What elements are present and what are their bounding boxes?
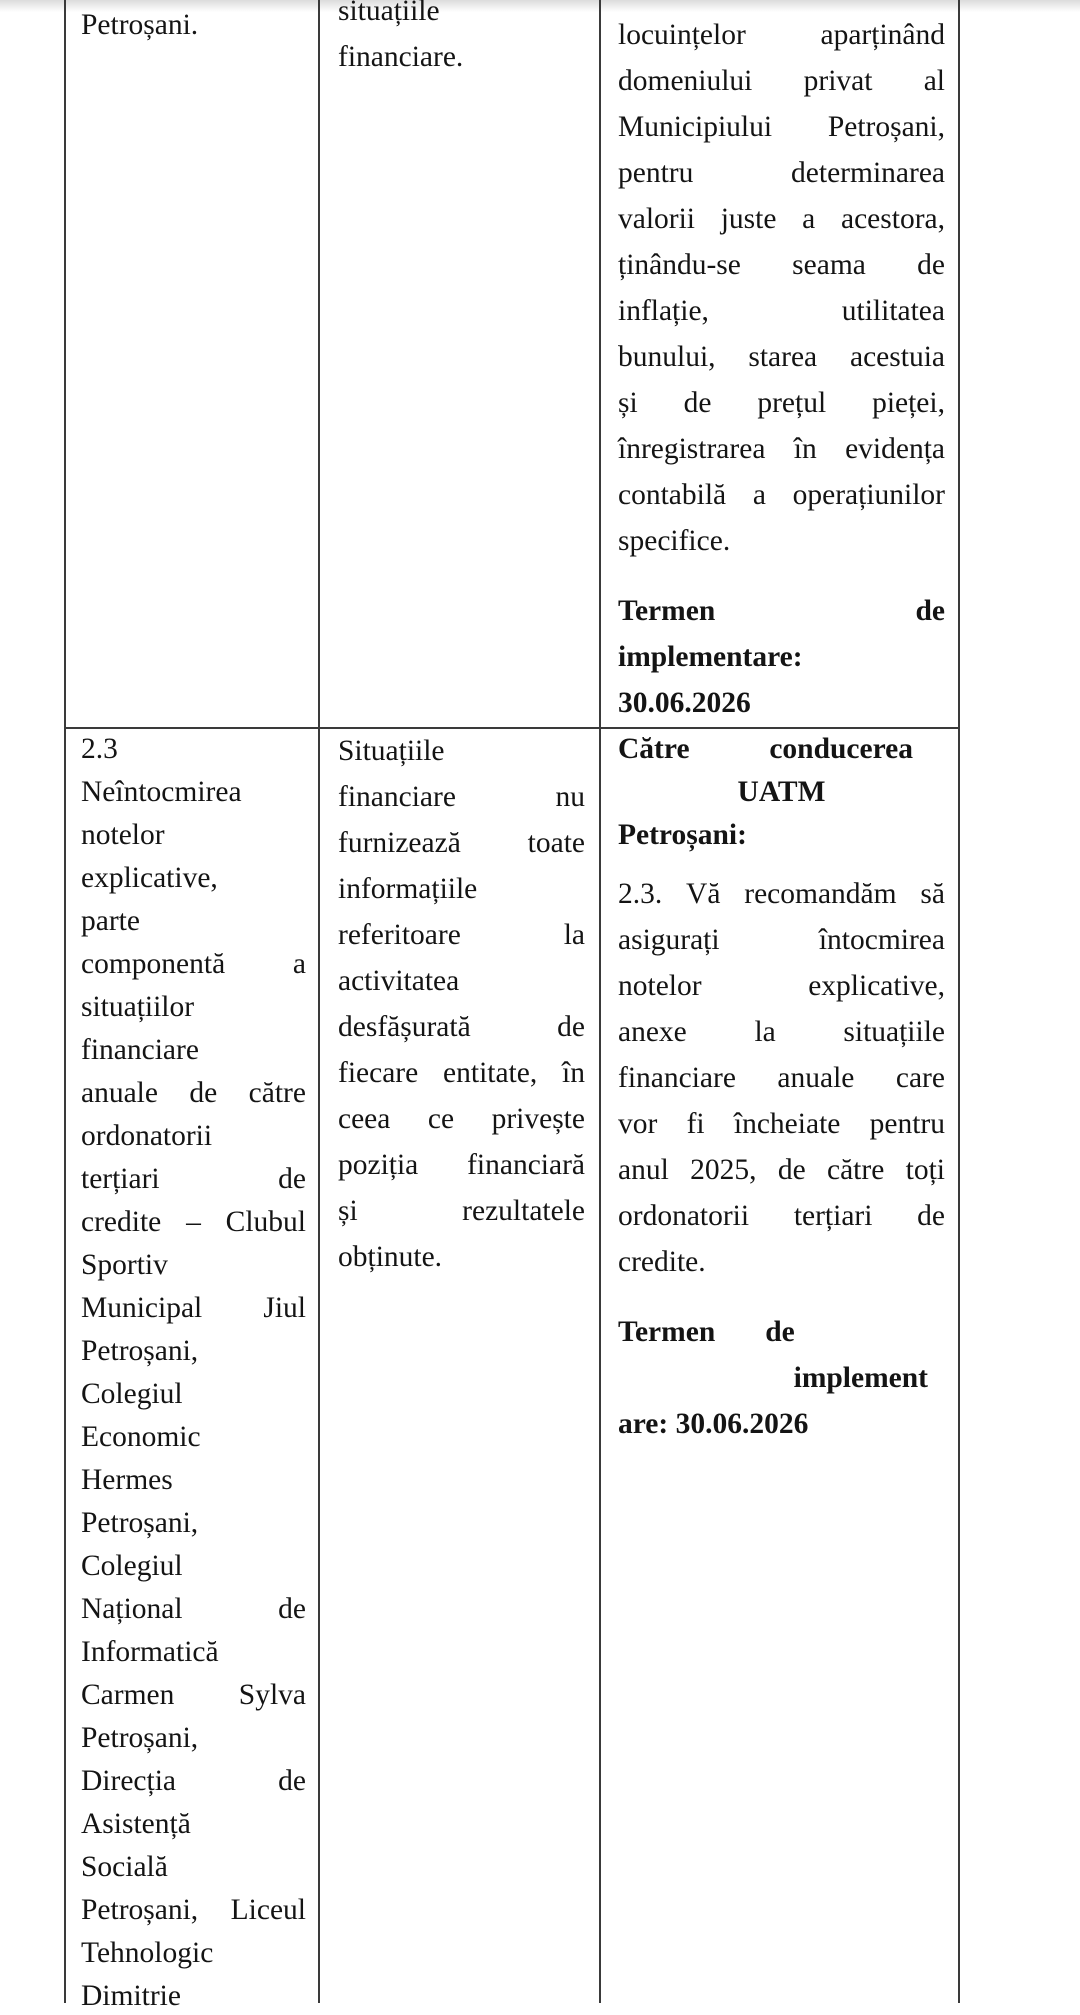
word: toate [527, 827, 585, 859]
word: valorii [618, 203, 696, 235]
word: privește [491, 1103, 585, 1135]
word: vor [618, 1108, 658, 1140]
heading-conducerea: conducerea [769, 733, 913, 765]
word: anuale [777, 1062, 855, 1094]
word: ordonatorii [618, 1200, 750, 1232]
word: Municipiului [618, 111, 773, 143]
table-border-left [64, 0, 66, 2003]
word: pentru [869, 1108, 945, 1140]
word: care [895, 1062, 945, 1094]
text-line [618, 1101, 945, 1147]
heading-catre: Către [618, 733, 690, 765]
word: Sportiv [81, 1249, 168, 1281]
text-line [338, 1096, 585, 1142]
word: fi [686, 1108, 705, 1140]
text-line [81, 1072, 306, 1115]
word: Jiul [263, 1292, 306, 1324]
text-line [618, 150, 945, 196]
text-line [81, 814, 306, 857]
text-line [81, 2, 306, 48]
word: contabilă [618, 479, 727, 511]
word: Petroșani, [81, 1507, 199, 1539]
text-line [618, 58, 945, 104]
word: aparținând [820, 19, 945, 51]
word: de [683, 387, 712, 419]
word: poziția [338, 1149, 419, 1181]
word: financiară [467, 1149, 585, 1181]
word: anuale [81, 1077, 158, 1109]
row-2-3-col3-cell [618, 728, 945, 1447]
heading-uatm: UATM [737, 776, 826, 808]
column-divider-2 [599, 0, 601, 2003]
text-line [338, 34, 585, 80]
text-line [81, 1416, 306, 1459]
text-line [338, 866, 585, 912]
word: și [338, 1195, 358, 1227]
word: situațiile [843, 1016, 945, 1048]
word: situațiile [338, 0, 440, 27]
termen-date: 30.06.2026 [618, 687, 751, 719]
implementation-deadline [618, 588, 945, 726]
termen-date-2-3: are: 30.06.2026 [618, 1408, 809, 1440]
word: de [917, 249, 945, 281]
text-line [338, 820, 585, 866]
word: notelor [618, 970, 702, 1002]
word: Direcția [81, 1765, 176, 1797]
word: privat [803, 65, 873, 97]
word: de [557, 1011, 585, 1043]
word: financiare. [338, 41, 464, 73]
text-line [618, 12, 945, 58]
word: Hermes [81, 1464, 173, 1496]
word: Colegiul [81, 1378, 183, 1410]
word: Informatică [81, 1636, 219, 1668]
word: acestuia [850, 341, 945, 373]
word: utilitatea [841, 295, 945, 327]
text-line [618, 242, 945, 288]
text-line [618, 380, 945, 426]
word: 2.3 [81, 733, 118, 765]
word: activitatea [338, 965, 460, 997]
word: fiecare [338, 1057, 419, 1089]
word: entitate, [443, 1057, 538, 1089]
word: Național [81, 1593, 183, 1625]
word: în [562, 1057, 585, 1089]
word: asigurați [618, 924, 720, 956]
implementation-deadline-2-3 [618, 1309, 945, 1447]
text-line [81, 1975, 306, 2015]
word: Vă [686, 878, 721, 910]
termen-de-2-3: de [765, 1316, 795, 1348]
text-line [81, 1674, 306, 1717]
word: Socială [81, 1851, 168, 1883]
word: desfășurată [338, 1011, 471, 1043]
word: Petroșani, [81, 1894, 199, 1926]
word: și [618, 387, 638, 419]
word: Situațiile [338, 735, 445, 767]
word: Sylva [238, 1679, 306, 1711]
text-line [81, 1889, 306, 1932]
recommendation-text [618, 12, 945, 564]
word: financiare [618, 1062, 736, 1094]
word: nu [555, 781, 585, 813]
text-line [81, 1588, 306, 1631]
text-line [338, 1142, 585, 1188]
word: financiare [81, 1034, 199, 1066]
text-line [618, 1055, 945, 1101]
text-line [81, 943, 306, 986]
text-line [338, 958, 585, 1004]
text-line [81, 771, 306, 814]
word: de [278, 1765, 306, 1797]
word: – [186, 1206, 201, 1238]
word: încheiate [733, 1108, 841, 1140]
word: situațiilor [81, 991, 195, 1023]
word: notelor [81, 819, 165, 851]
word: a [802, 203, 816, 235]
word: furnizează [338, 827, 461, 859]
text-line [618, 1193, 945, 1239]
word: a [292, 948, 306, 980]
word: întocmirea [818, 924, 945, 956]
word: terțiari [793, 1200, 873, 1232]
text-line [81, 1330, 306, 1373]
text-line [81, 1201, 306, 1244]
text-line [618, 1239, 945, 1285]
word: al [923, 65, 945, 97]
word: Dimitrie [81, 1980, 181, 2012]
word: referitoare [338, 919, 461, 951]
word: Petroșani, [81, 1335, 199, 1367]
text-line [81, 900, 306, 943]
text-line [81, 1760, 306, 1803]
text-line [618, 917, 945, 963]
termen-label: Termen [618, 595, 716, 627]
word: credite [81, 1206, 162, 1238]
text-line [81, 1717, 306, 1760]
word: de [189, 1077, 218, 1109]
text-line [338, 1234, 585, 1280]
text-line [618, 426, 945, 472]
text-line [618, 288, 945, 334]
word: determinarea [791, 157, 945, 189]
word: pentru [618, 157, 694, 189]
text-line [618, 1147, 945, 1193]
word: starea [748, 341, 818, 373]
text-line [81, 728, 306, 771]
text-line [338, 774, 585, 820]
word: la [563, 919, 585, 951]
word: să [920, 878, 945, 910]
word: domeniului [618, 65, 753, 97]
row-2-3-col1-cell [81, 728, 306, 2015]
word: acestora, [840, 203, 945, 235]
word: Neîntocmirea [81, 776, 242, 808]
word: locuințelor [618, 19, 746, 51]
word: obținute. [338, 1241, 443, 1273]
word: către [827, 1154, 885, 1186]
word: de [278, 1163, 306, 1195]
prev-row-col3-cell [618, 12, 945, 726]
word: terțiari [81, 1163, 160, 1195]
word: către [248, 1077, 306, 1109]
word: toți [905, 1154, 945, 1186]
text-line [81, 1803, 306, 1846]
text-line [618, 1009, 945, 1055]
word: înregistrarea [618, 433, 766, 465]
termen-implement-2-3: implement [793, 1362, 928, 1394]
word: de [278, 1593, 306, 1625]
word: ceea [338, 1103, 391, 1135]
word: recomandăm [744, 878, 897, 910]
word: de [777, 1154, 806, 1186]
text-line [81, 1373, 306, 1416]
text-line [338, 1004, 585, 1050]
word: Liceul [230, 1894, 306, 1926]
word: anul [618, 1154, 669, 1186]
termen-label-2-3: Termen [618, 1316, 716, 1348]
text-line [81, 1545, 306, 1588]
termen-implementare: implementare: [618, 641, 803, 673]
word: componentă [81, 948, 226, 980]
text-line [81, 1287, 306, 1330]
text-line [338, 912, 585, 958]
recommendation-text-2-3 [618, 871, 945, 1285]
word: Economic [81, 1421, 201, 1453]
text-line [81, 1932, 306, 1975]
text-line [618, 871, 945, 917]
word: ordonatorii [81, 1120, 213, 1152]
word: Petroșani, [827, 111, 945, 143]
text-line [618, 104, 945, 150]
text-line [618, 472, 945, 518]
row-2-3-col2-cell [338, 728, 585, 1280]
prev-row-col1-cell [81, 2, 306, 48]
text-line [338, 728, 585, 774]
word: ținându-se [618, 249, 741, 281]
text-line [618, 518, 945, 564]
word: informațiile [338, 873, 478, 905]
prev-row-col2-cell [338, 0, 585, 80]
word: Asistență [81, 1808, 191, 1840]
word: operațiunilor [792, 479, 945, 511]
text-line [81, 1631, 306, 1674]
text-line [618, 334, 945, 380]
text-line [81, 857, 306, 900]
word: 2.3. [618, 878, 663, 910]
text-line [81, 1244, 306, 1287]
word: financiare [338, 781, 456, 813]
word: Petroșani. [81, 9, 199, 41]
word: inflație, [618, 295, 709, 327]
word: seama [792, 249, 866, 281]
word: parte [81, 905, 140, 937]
word: juste [720, 203, 777, 235]
word: de [917, 1200, 945, 1232]
text-line [81, 986, 306, 1029]
text-line [81, 1459, 306, 1502]
word: Petroșani, [81, 1722, 199, 1754]
word: în [793, 433, 817, 465]
heading-petrosani: Petroșani: [618, 819, 747, 851]
word: ce [427, 1103, 455, 1135]
word: la [754, 1016, 776, 1048]
word: Clubul [225, 1206, 306, 1238]
word: 2025, [690, 1154, 757, 1186]
word: prețul [757, 387, 827, 419]
word: specifice. [618, 525, 731, 557]
word: evidența [845, 433, 945, 465]
word: a [752, 479, 766, 511]
text-line [618, 963, 945, 1009]
termen-de: de [915, 595, 945, 627]
word: Carmen [81, 1679, 175, 1711]
text-line [338, 0, 585, 34]
text-line [618, 196, 945, 242]
text-line [81, 1158, 306, 1201]
table-border-right [958, 0, 960, 2003]
text-line [338, 1050, 585, 1096]
word: bunului, [618, 341, 716, 373]
word: explicative, [81, 862, 218, 894]
word: anexe [618, 1016, 687, 1048]
text-line [338, 1188, 585, 1234]
text-line [81, 1846, 306, 1889]
text-line [81, 1115, 306, 1158]
word: credite. [618, 1246, 706, 1278]
text-line [81, 1502, 306, 1545]
column-divider-1 [318, 0, 320, 2003]
word: Municipal [81, 1292, 203, 1324]
text-line [81, 1029, 306, 1072]
word: pieței, [872, 387, 945, 419]
word: Tehnologic [81, 1937, 214, 1969]
recommendation-heading [618, 728, 945, 857]
word: explicative, [808, 970, 945, 1002]
word: Colegiul [81, 1550, 183, 1582]
word: rezultatele [462, 1195, 585, 1227]
